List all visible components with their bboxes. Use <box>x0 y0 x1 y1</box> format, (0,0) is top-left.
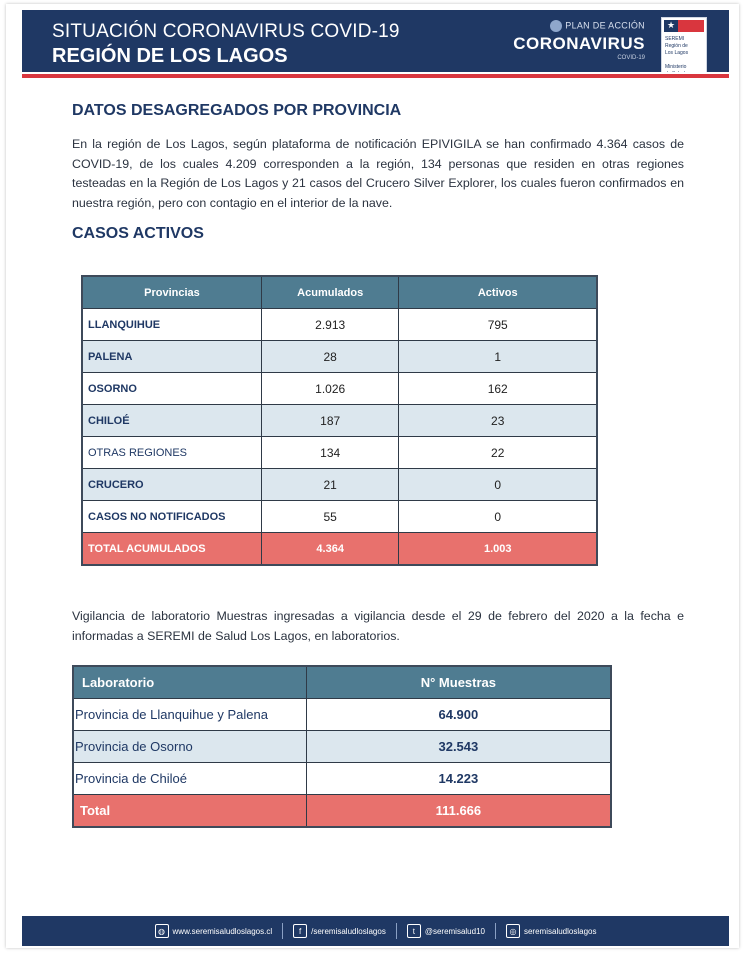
table-row <box>73 699 611 731</box>
provincia-cell: CRUCERO <box>82 469 261 501</box>
facebook-icon: f <box>293 924 307 938</box>
table-total-row <box>82 533 597 566</box>
table-row <box>82 501 597 533</box>
table-row <box>82 405 597 437</box>
muestras-cell: 32.543 <box>306 731 611 763</box>
footer-web-text: www.seremisaludloslagos.cl <box>172 926 273 936</box>
table-row <box>73 731 611 763</box>
acumulados-cell: 28 <box>261 341 399 373</box>
total-label-cell: Total <box>73 795 306 828</box>
table-row <box>82 341 597 373</box>
globe-icon <box>550 20 562 32</box>
laboratorio-table <box>72 665 612 828</box>
activos-cell: 0 <box>399 469 597 501</box>
activos-cell: 1 <box>399 341 597 373</box>
acumulados-cell: 2.913 <box>261 309 399 341</box>
table-total-row <box>73 795 611 828</box>
activos-cell: 795 <box>399 309 597 341</box>
casos-activos-table <box>81 275 598 566</box>
brand-big-text: CORONAVIRUS <box>513 34 645 53</box>
footer-instagram-text: seremisaludloslagos <box>523 926 597 936</box>
acumulados-cell: 1.026 <box>261 373 399 405</box>
column-header: Acumulados <box>261 276 399 309</box>
acumulados-cell: 55 <box>261 501 399 533</box>
activos-cell: 162 <box>399 373 597 405</box>
header-title: SITUACIÓN CORONAVIRUS COVID-19 <box>52 21 400 42</box>
provincia-cell: OTRAS REGIONES <box>82 437 261 469</box>
table-header-row <box>82 276 597 309</box>
table-header-row <box>73 666 611 699</box>
header-subtitle: REGIÓN DE LOS LAGOS <box>52 45 288 67</box>
laboratorio-cell: Provincia de Osorno <box>73 731 306 763</box>
instagram-icon: ◎ <box>506 924 520 938</box>
header-red-stripe <box>22 74 729 78</box>
footer-twitter-link[interactable] <box>397 924 495 938</box>
table-row <box>82 373 597 405</box>
brand-small-text: PLAN DE ACCIÓN <box>565 20 645 31</box>
footer-web-link[interactable] <box>145 924 283 938</box>
total-acumulados-cell: 4.364 <box>261 533 399 566</box>
footer-facebook-text: /seremisaludloslagos <box>311 926 386 936</box>
total-muestras-cell: 111.666 <box>306 795 611 828</box>
provincia-cell: PALENA <box>82 341 261 373</box>
laboratorio-cell: Provincia de Chiloé <box>73 763 306 795</box>
total-activos-cell: 1.003 <box>399 533 597 566</box>
provincia-cell: LLANQUIHUE <box>82 309 261 341</box>
column-header: N° Muestras <box>306 666 611 699</box>
intro-paragraph: En la región de Los Lagos, según plataforma de notificación EPIVIGILA se han confirmado 4.364 casos de COVID-19, de los cuales 4.209 corresponden a la región, 134 personas que residen en otras regiones testeadas en la Región de Los Lagos y 21 casos del Crucero Silver Explorer, los cuales fueron confirmados en nuestra región, pero con contagio en el interior de la nave. <box>72 137 684 210</box>
activos-cell: 0 <box>399 501 597 533</box>
provincia-cell: CHILOÉ <box>82 405 261 437</box>
column-header: Activos <box>399 276 597 309</box>
acumulados-cell: 21 <box>261 469 399 501</box>
section-title-casos-activos: CASOS ACTIVOS <box>72 225 204 242</box>
section-title-datos: DATOS DESAGREGADOS POR PROVINCIA <box>72 102 402 119</box>
twitter-icon: t <box>407 924 421 938</box>
muestras-cell: 64.900 <box>306 699 611 731</box>
table-row <box>82 437 597 469</box>
provincia-cell: CASOS NO NOTIFICADOS <box>82 501 261 533</box>
activos-cell: 23 <box>399 405 597 437</box>
column-header: Laboratorio <box>73 666 306 699</box>
acumulados-cell: 187 <box>261 405 399 437</box>
header-banner <box>22 10 729 78</box>
table-row <box>82 469 597 501</box>
footer-bar <box>22 916 729 946</box>
table-row <box>82 309 597 341</box>
acumulados-cell: 134 <box>261 437 399 469</box>
footer-twitter-text: @seremisalud10 <box>424 926 485 936</box>
column-header: Provincias <box>82 276 261 309</box>
vigilancia-paragraph: Vigilancia de laboratorio Muestras ingresadas a vigilancia desde el 29 de febrero del 2020 a la fecha e informadas a SEREMI de Salud Los Lagos, en laboratorios. <box>72 609 684 643</box>
muestras-cell: 14.223 <box>306 763 611 795</box>
gobierno-chile-logo: ★ SEREMI Región de Los Lagos Ministerio <box>661 17 707 73</box>
globe-icon: ◍ <box>155 924 169 938</box>
total-label-cell: TOTAL ACUMULADOS <box>82 533 261 566</box>
activos-cell: 22 <box>399 437 597 469</box>
provincia-cell: OSORNO <box>82 373 261 405</box>
laboratorio-cell: Provincia de Llanquihue y Palena <box>73 699 306 731</box>
plan-coronavirus-logo <box>513 20 645 61</box>
footer-facebook-link[interactable] <box>283 924 396 938</box>
brand-sub-text: COVID-19 <box>617 55 645 61</box>
table-row <box>73 763 611 795</box>
footer-instagram-link[interactable] <box>496 924 606 938</box>
